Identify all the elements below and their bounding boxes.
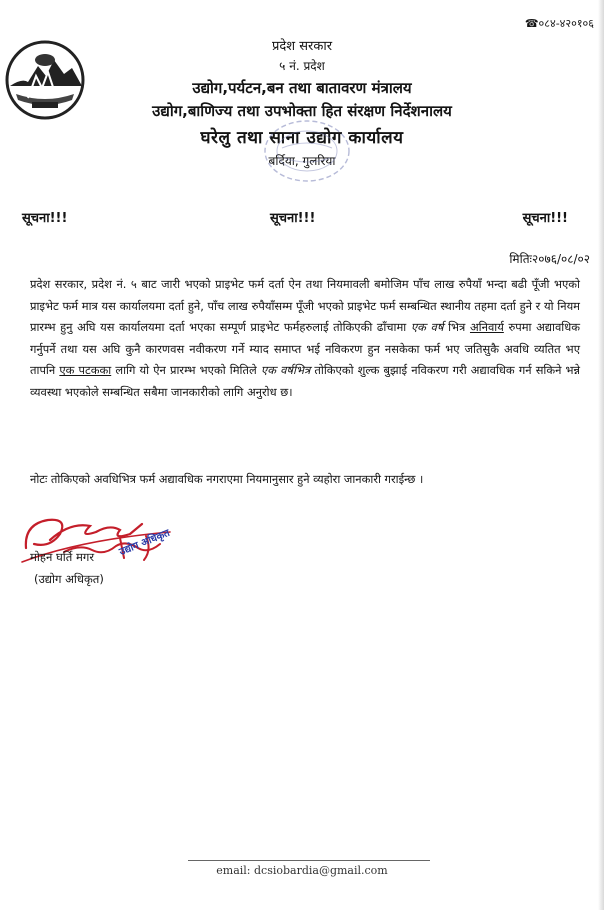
notice-note: नोटः तोकिएको अवधिभित्र फर्म अद्यावधिक नगराएमा नियमानुसार हुने व्यहोरा जानकारी गराईन्छ । (30, 472, 424, 486)
office-name: घरेलु तथा साना उद्योग कार्यालय (200, 128, 404, 148)
footer-email: email: dcsiobardia@gmail.com (216, 864, 388, 877)
notice-heading-right: सूचना!!! (522, 211, 568, 226)
province-name: ५ नं. प्रदेश (279, 59, 325, 73)
body-text-2: भित्र (448, 320, 466, 334)
government-title: प्रदेश सरकार (271, 39, 333, 54)
body-text-1: प्रदेश सरकार, प्रदेश नं. ५ बाट जारी भएको प्राइभेट फर्म दर्ता ऐन तथा नियमावली बमोजिम पाँच लाख रुपैयाँ भन्दा बढी पूँजी भएको प्राइभेट फर्म मात्र यस कार्यालयमा दर्ता हुने, पाँच लाख रुपैयाँसम्म पूँजी भएको प्राइभेट फर्म सम्बन्धित स्थानीय तहमा दर्ता हुने र यो नियम प्रारम्भ हुनु अघि यस कार्यालयमा दर्ता भएका सम्पूर्ण प्राइभेट फर्महरुलाई तोकिएकी ढाँचामा (30, 277, 580, 334)
office-location: बर्दिया, गुलरिया (268, 154, 336, 168)
body-emphasis-one-year: एक वर्ष (410, 320, 444, 334)
notice-date: मितिः२०७६/०८/०२ (509, 252, 590, 266)
notice-heading-center: सूचना!!! (270, 211, 316, 226)
signatory-stamp: उद्योग अधिकृत (117, 527, 172, 558)
body-text-4: लागि यो ऐन प्रारम्भ भएको मितिले (115, 363, 257, 377)
body-emphasis-mandatory: अनिवार्य (469, 320, 504, 334)
body-emphasis-one-time: एक पटकका (59, 363, 112, 377)
body-emphasis-within-year: एक वर्षभित्र (260, 363, 311, 377)
footer-divider (188, 860, 430, 861)
signatory-title: (उद्योग अधिकृत) (34, 572, 104, 586)
page-edge-shadow (598, 0, 604, 910)
body-text-3: रुपमा अद्यावधिक गर्नुपर्ने तथा यस अघि कुनै कारणवस नवीकरण गर्ने म्याद समाप्त भई नविकरण हुन नसकेका फर्म भए जतिसुकै अवधि व्यतित भए तापनि (30, 320, 580, 377)
phone-number: ☎०८४-४२०१०६ (524, 17, 594, 30)
ministry-name: उद्योग,पर्यटन,बन तथा बातावरण मंत्रालय (192, 79, 412, 97)
body-text-5: तोकिएको शुल्क बुझाई नविकरण गरी अद्यावधिक गर्न सकिने भन्ने व्यवस्था भएकोले सम्बन्धित सबैमा जानकारीको लागि अनुरोध छ। (30, 363, 581, 399)
directorate-name: उद्योग,बाणिज्य तथा उपभोक्ता हित संरक्षण निर्देशनालय (152, 102, 452, 120)
signatory-name: मोहन घर्ति मगर (30, 550, 95, 564)
office-stamp (262, 118, 352, 184)
notice-body (30, 274, 580, 403)
notice-heading-left: सूचना!!! (22, 211, 68, 226)
